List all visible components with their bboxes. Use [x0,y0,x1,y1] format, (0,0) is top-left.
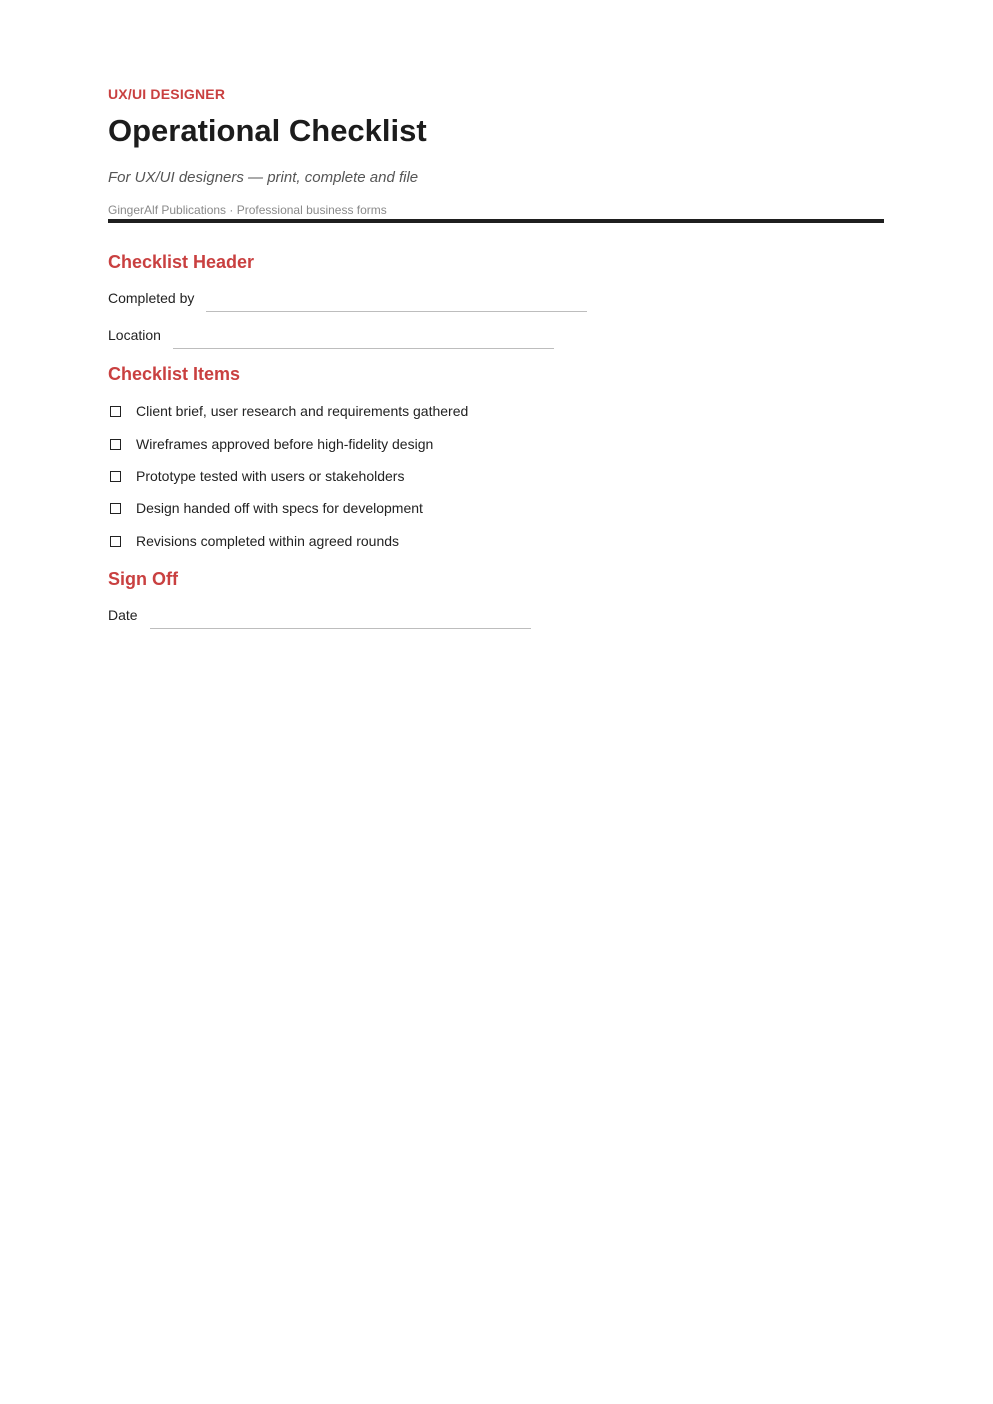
checklist-item[interactable] [108,533,399,549]
checklist-item[interactable] [108,468,404,484]
checklist-item-label: Client brief, user research and requirements gathered [136,403,469,419]
publisher-line: GingerAlf Publications · Professional business forms [108,203,387,217]
field-label-location: Location [108,327,161,343]
checkbox-icon[interactable] [110,536,121,547]
checklist-item[interactable] [108,436,433,452]
date-input-line[interactable] [150,628,531,629]
section-title-sign-off: Sign Off [108,569,178,589]
checkbox-icon[interactable] [110,439,121,450]
section-title-checklist-items: Checklist Items [108,364,241,384]
checkbox-icon[interactable] [110,406,121,417]
checklist-item-label: Prototype tested with users or stakeholders [136,468,405,484]
checklist-item-label: Design handed off with specs for development [136,500,423,516]
header-divider [108,219,884,223]
field-label-date: Date [108,607,138,623]
role-kicker: UX/UI DESIGNER [108,86,226,102]
field-location [108,327,554,343]
field-date [108,607,531,623]
field-completed-by [108,290,587,306]
field-label-completed-by: Completed by [108,290,195,306]
checklist-item-label: Wireframes approved before high-fidelity design [136,436,434,452]
page-subtitle: For UX/UI designers — print, complete and file [108,169,419,186]
checklist-item[interactable] [108,403,468,419]
checkbox-icon[interactable] [110,503,121,514]
location-input-line[interactable] [173,348,554,349]
page-title: Operational Checklist [108,113,427,148]
checklist-item[interactable] [108,500,423,516]
section-title-checklist-header: Checklist Header [108,252,255,272]
completed-by-input-line[interactable] [206,311,587,312]
checklist-item-label: Revisions completed within agreed rounds [136,533,400,549]
checkbox-icon[interactable] [110,471,121,482]
